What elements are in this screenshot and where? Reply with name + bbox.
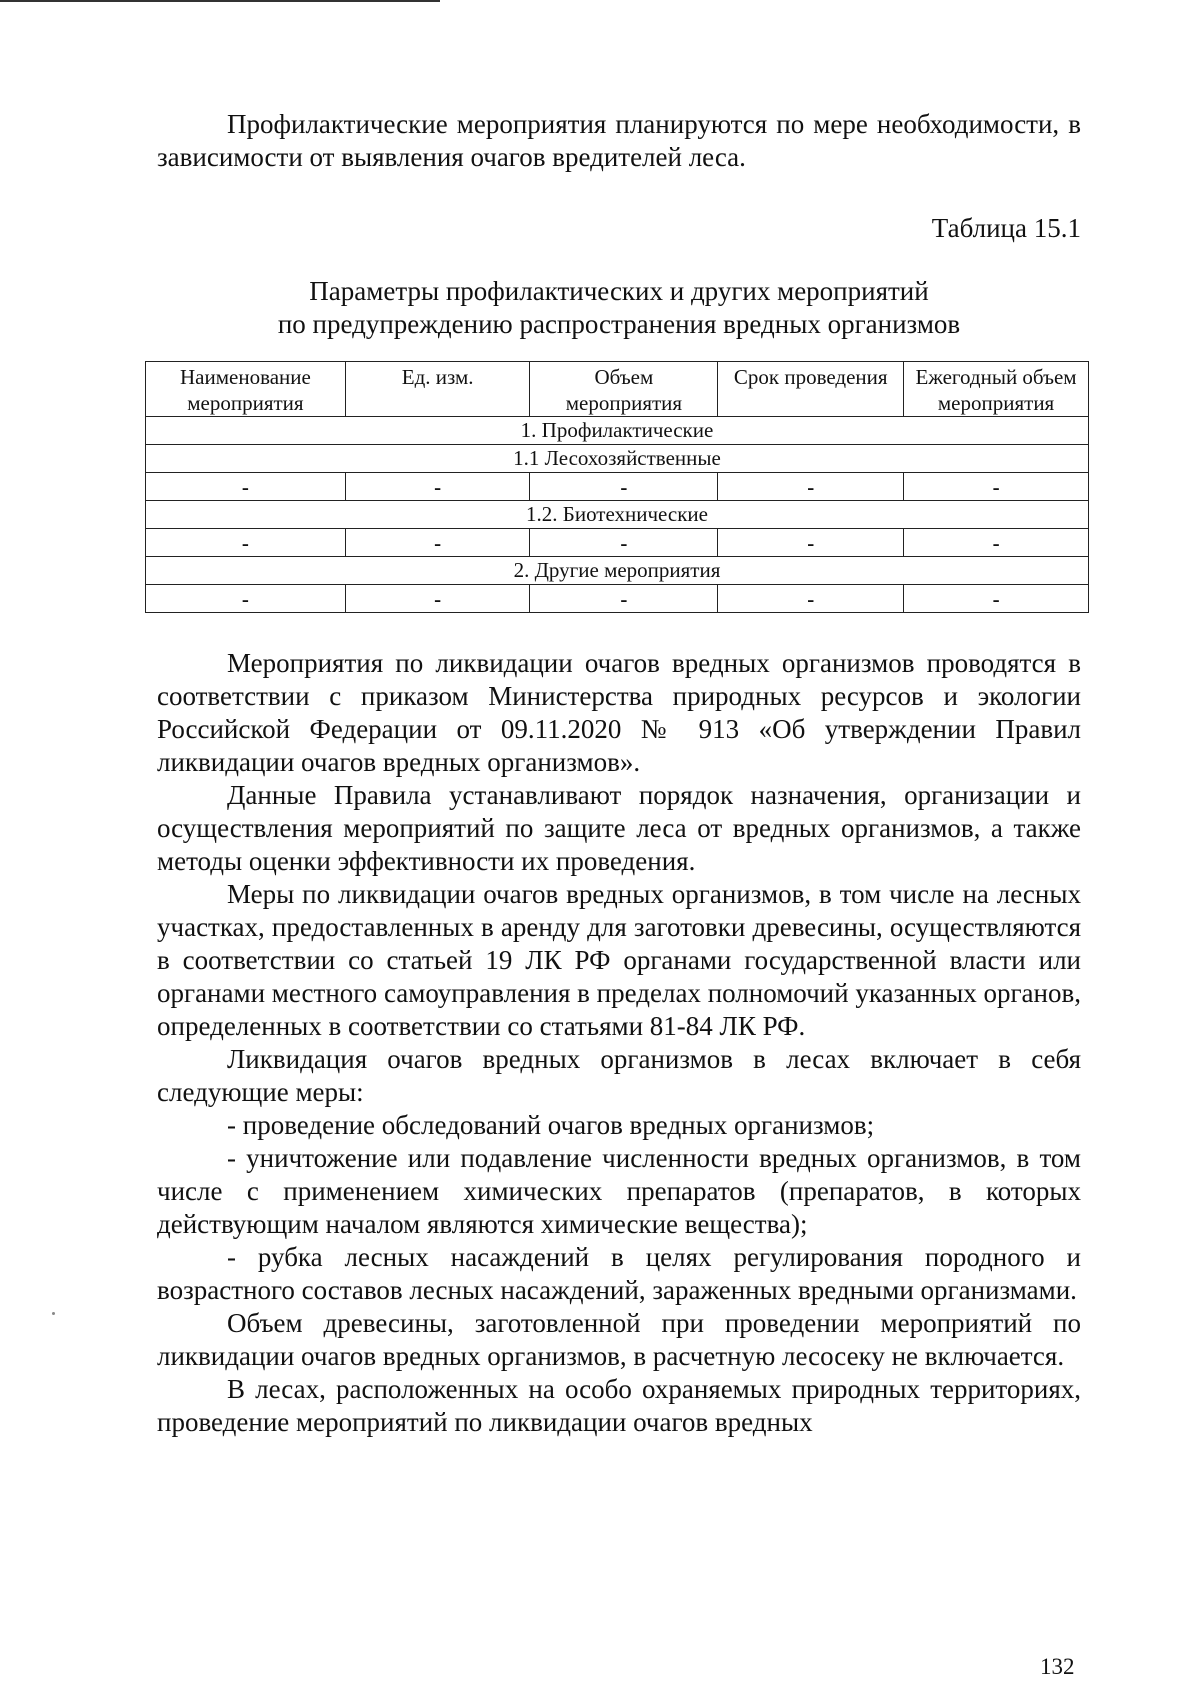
table-section-row — [146, 557, 1089, 585]
table-row — [146, 529, 1089, 557]
table-section-row — [146, 445, 1089, 473]
header-cell: Наименование мероприятия — [146, 362, 346, 417]
table-label: Таблица 15.1 — [931, 213, 1081, 243]
page-number: 132 — [1040, 1654, 1075, 1679]
table-cell: - — [345, 529, 530, 557]
measures-table — [145, 361, 1089, 613]
table-title — [157, 275, 1081, 341]
table-cell: - — [530, 585, 718, 613]
table-header-row — [146, 362, 1089, 417]
table-title-line2: по предупреждению распространения вредных организмов — [277, 309, 961, 339]
table-title-line1: Параметры профилактических и других мероприятий — [309, 276, 929, 306]
paragraph: Мероприятия по ликвидации очагов вредных организмов проводятся в соответствии с приказом Министерства природных ресурсов и экологии Российской Федерации от 09.11.2020 № 913 «Об утверждении Правил ликвидации очагов вредных организмов». — [157, 648, 1081, 777]
table-cell: - — [530, 529, 718, 557]
table-cell: - — [345, 585, 530, 613]
table-cell: - — [904, 473, 1089, 501]
list-item: - рубка лесных насаждений в целях регулирования породного и возрастного составов лесных насаждений, зараженных вредными организмами. — [157, 1242, 1081, 1305]
section-title: 1.2. Биотехнические — [146, 501, 1089, 529]
list-item: - проведение обследований очагов вредных организмов; — [227, 1110, 875, 1140]
table-cell: - — [904, 529, 1089, 557]
section-title: 1.1 Лесохозяйственные — [146, 445, 1089, 473]
table-section-row — [146, 417, 1089, 445]
document-page — [157, 108, 1081, 1439]
section-title: 1. Профилактические — [146, 417, 1089, 445]
table-cell: - — [718, 529, 904, 557]
table-cell: - — [718, 585, 904, 613]
header-cell: Объем мероприятия — [530, 362, 718, 417]
body-text — [157, 647, 1081, 1439]
scan-speck — [52, 1312, 55, 1315]
paragraph: Меры по ликвидации очагов вредных организмов, в том числе на лесных участках, предоставленных в аренду для заготовки древесины, осуществляются в соответствии со статьей 19 ЛК РФ органами государственной власти или органами местного самоуправления в пределах полномочий указанных органов, определенных в соответствии со статьями 81-84 ЛК РФ. — [157, 879, 1081, 1041]
table-section-row — [146, 501, 1089, 529]
paragraph: Данные Правила устанавливают порядок назначения, организации и осуществления мероприятий по защите леса от вредных организмов, а также методы оценки эффективности их проведения. — [157, 780, 1081, 876]
paragraph: Объем древесины, заготовленной при проведении мероприятий по ликвидации очагов вредных организмов, в расчетную лесосеку не включается. — [157, 1308, 1081, 1371]
table-cell: - — [146, 529, 346, 557]
header-cell: Срок проведения — [718, 362, 904, 417]
table-row — [146, 585, 1089, 613]
paragraph: Ликвидация очагов вредных организмов в лесах включает в себя следующие меры: — [157, 1044, 1081, 1107]
table-cell: - — [904, 585, 1089, 613]
header-cell: Ежегодный объем мероприятия — [904, 362, 1089, 417]
scan-top-edge — [0, 0, 440, 2]
paragraph: В лесах, расположенных на особо охраняемых природных территориях, проведение мероприятий по ликвидации очагов вредных — [157, 1374, 1081, 1437]
table-cell: - — [718, 473, 904, 501]
list-item: - уничтожение или подавление численности вредных организмов, в том числе с применением химических препаратов (препаратов, в которых действующим началом являются химические вещества); — [157, 1143, 1081, 1239]
section-title: 2. Другие мероприятия — [146, 557, 1089, 585]
table-cell: - — [530, 473, 718, 501]
table-cell: - — [146, 473, 346, 501]
table-cell: - — [146, 585, 346, 613]
header-cell: Ед. изм. — [345, 362, 530, 417]
intro-paragraph: Профилактические мероприятия планируются по мере необходимости, в зависимости от выявления очагов вредителей леса. — [157, 109, 1081, 172]
table-row — [146, 473, 1089, 501]
table-cell: - — [345, 473, 530, 501]
